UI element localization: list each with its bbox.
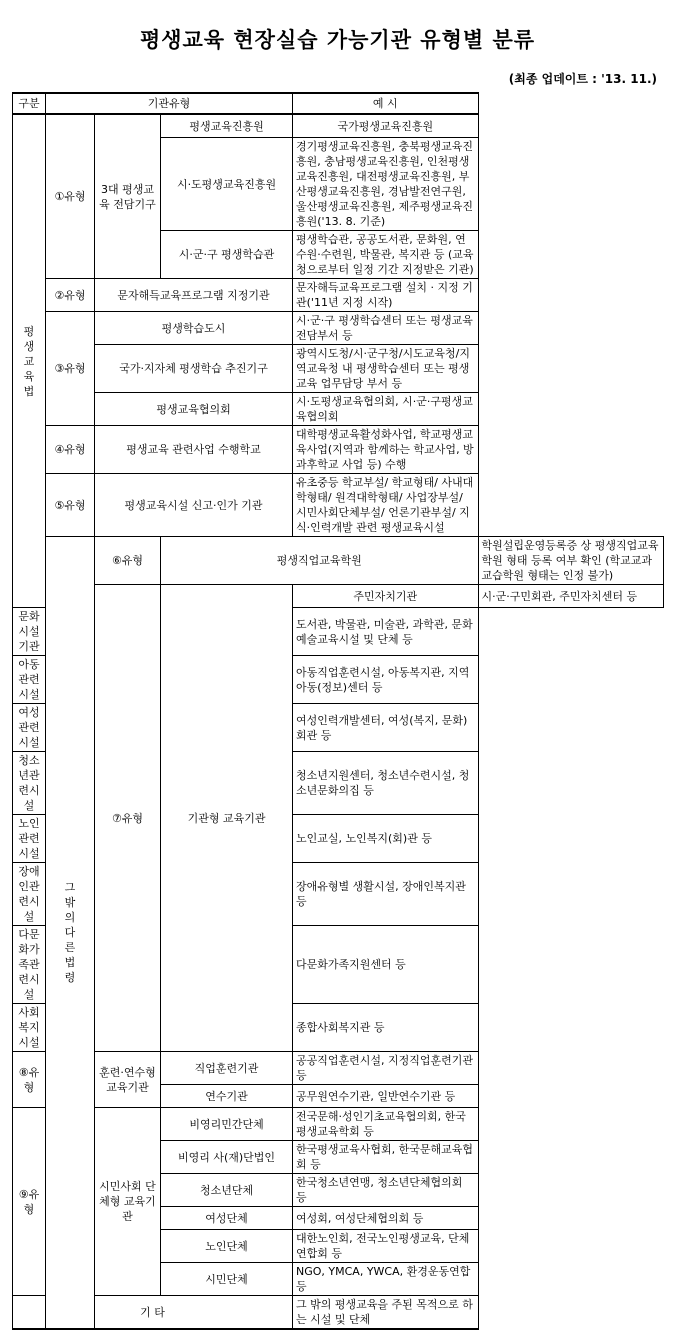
type-8-sub: 훈련·연수형 교육기관 bbox=[95, 1052, 161, 1108]
table-row-name: 장애인관련시설 bbox=[13, 863, 46, 926]
table-row-name: 평생교육협의회 bbox=[95, 393, 293, 426]
table-row-name: 노인관련시설 bbox=[13, 815, 46, 863]
type-2-label: ②유형 bbox=[46, 279, 95, 312]
table-row-name: 노인단체 bbox=[161, 1230, 293, 1263]
type-1-label: ①유형 bbox=[46, 114, 95, 279]
type-5-label: ⑤유형 bbox=[46, 474, 95, 537]
table-row-example: 공공직업훈련시설, 지정직업훈련기관 등 bbox=[293, 1052, 478, 1085]
table-row-example: NGO, YMCA, YWCA, 환경운동연합 등 bbox=[293, 1263, 478, 1296]
table-row-example: 학원설립운영등록증 상 평생직업교육학원 형태 등록 여부 확인 (학교교과교습학원 형태는 인정 불가) bbox=[478, 537, 664, 585]
header-institution-type: 기관유형 bbox=[46, 93, 293, 114]
table-row-example: 도서관, 박물관, 미술관, 과학관, 문화예술교육시설 및 단체 등 bbox=[293, 608, 478, 656]
header-category: 구분 bbox=[13, 93, 46, 114]
type-6-label: ⑥유형 bbox=[95, 537, 161, 585]
table-row-name: 평생직업교육학원 bbox=[161, 537, 479, 585]
other-label: 기 타 bbox=[13, 1296, 293, 1330]
type-9-label: ⑨유형 bbox=[13, 1108, 46, 1296]
table-row-example: 청소년지원센터, 청소년수련시설, 청소년문화의집 등 bbox=[293, 752, 478, 815]
table-row-name: 시·도평생교육진흥원 bbox=[161, 138, 293, 231]
table-row-name: 비영리민간단체 bbox=[161, 1108, 293, 1141]
table-row-example: 여성인력개발센터, 여성(복지, 문화)회관 등 bbox=[293, 704, 478, 752]
header-example: 예 시 bbox=[293, 93, 478, 114]
type-8-label: ⑧유형 bbox=[13, 1052, 46, 1108]
table-row-example: 시·군·구민회관, 주민자치센터 등 bbox=[478, 585, 664, 608]
table-row-name: 직업훈련기관 bbox=[161, 1052, 293, 1085]
table-row-name: 주민자치기관 bbox=[293, 585, 478, 608]
update-note: (최종 업데이트 : '13. 11.) bbox=[508, 72, 657, 86]
table-row-name: 연수기관 bbox=[161, 1085, 293, 1108]
group-label: 그밖의 다른 법령 bbox=[64, 881, 76, 984]
table-row-example: 평생학습관, 공공도서관, 문화원, 연수원·수련원, 박물관, 복지관 등 (교육청으로부터 일정 기간 지정받은 기관) bbox=[293, 231, 478, 279]
table-row-name: 국가·지자체 평생학습 추진기구 bbox=[95, 345, 293, 393]
table-row-name: 여성단체 bbox=[161, 1207, 293, 1230]
table-row-example: 그 밖의 평생교육을 주된 목적으로 하는 시설 및 단체 bbox=[293, 1296, 478, 1330]
table-row-name: 평생교육 관련사업 수행학교 bbox=[95, 426, 293, 474]
table-row-example: 한국청소년연맹, 청소년단체협의회 등 bbox=[293, 1174, 478, 1207]
table-row-example: 종합사회복지관 등 bbox=[293, 1004, 478, 1052]
table-row-name: 아동관련시설 bbox=[13, 656, 46, 704]
table-row-name: 다문화가족관련시설 bbox=[13, 926, 46, 1004]
table-row-example: 장애유형별 생활시설, 장애인복지관 등 bbox=[293, 863, 478, 926]
table-row-example: 경기평생교육진흥원, 충북평생교육진흥원, 충남평생교육진흥원, 인천평생교육진흥원, 대전평생교육진흥원, 부산평생교육진흥원, 경남발전연구원, 울산평생교육진흥원, 제주평생교육진흥원('13. 8. 기준) bbox=[293, 138, 478, 231]
type-4-label: ④유형 bbox=[46, 426, 95, 474]
table-row-name: 청소년단체 bbox=[161, 1174, 293, 1207]
table-row-name: 청소년관련시설 bbox=[13, 752, 46, 815]
table-row-example: 시·도평생교육협의회, 시·군·구평생교육협의회 bbox=[293, 393, 478, 426]
table-row-example: 대학평생교육활성화사업, 학교평생교육사업(지역과 함께하는 학교사업, 방과후학교 사업 등) 수행 bbox=[293, 426, 478, 474]
group-other-laws bbox=[46, 537, 95, 1330]
table-row-example: 노인교실, 노인복지(회)관 등 bbox=[293, 815, 478, 863]
table-row-example: 국가평생교육진흥원 bbox=[293, 114, 478, 138]
table-row-example: 유초중등 학교부설/ 학교형태/ 사내대학형태/ 원격대학형태/ 사업장부설/ 시민사회단체부설/ 언론기관부설/ 지식·인력개발 관련 평생교육시설 bbox=[293, 474, 478, 537]
type-1-sub: 3대 평생교육 전담기구 bbox=[95, 114, 161, 279]
table-row-example: 전국문해·성인기초교육협의회, 한국평생교육학회 등 bbox=[293, 1108, 478, 1141]
group-lifelong-education-act bbox=[13, 114, 46, 608]
type-3-label: ③유형 bbox=[46, 312, 95, 426]
type-7-label: ⑦유형 bbox=[95, 585, 161, 1052]
type-7-sub: 기관형 교육기관 bbox=[161, 585, 293, 1052]
table-row-example: 여성회, 여성단체협의회 등 bbox=[293, 1207, 478, 1230]
table-row-name: 평생교육시설 신고·인가 기관 bbox=[95, 474, 293, 537]
table-row-name: 문화시설기관 bbox=[13, 608, 46, 656]
table-row-example: 공무원연수기관, 일반연수기관 등 bbox=[293, 1085, 478, 1108]
table-row-example: 광역시도청/시·군구청/시도교육청/지역교육청 내 평생학습센터 또는 평생교육 업무담당 부서 등 bbox=[293, 345, 478, 393]
table-row-example: 대한노인회, 전국노인평생교육, 단체연합회 등 bbox=[293, 1230, 478, 1263]
table-row-example: 아동직업훈련시설, 아동복지관, 지역아동(정보)센터 등 bbox=[293, 656, 478, 704]
table-row-name: 사회복지시설 bbox=[13, 1004, 46, 1052]
table-row-example: 한국평생교육사협회, 한국문해교육협회 등 bbox=[293, 1141, 478, 1174]
classification-table bbox=[12, 92, 664, 1330]
table-row-example: 문자해득교육프로그램 설치 · 지정 기관('11년 지정 시작) bbox=[293, 279, 478, 312]
table-row-example: 시·군·구 평생학습센터 또는 평생교육 전담부서 등 bbox=[293, 312, 478, 345]
document-title: 평생교육 현장실습 가능기관 유형별 분류 bbox=[139, 28, 536, 52]
type-9-sub: 시민사회 단체형 교육기관 bbox=[95, 1108, 161, 1296]
table-row-name: 시민단체 bbox=[161, 1263, 293, 1296]
group-label: 평생교육법 bbox=[23, 324, 35, 398]
table-row-name: 비영리 사(재)단법인 bbox=[161, 1141, 293, 1174]
table-row-name: 문자해득교육프로그램 지정기관 bbox=[95, 279, 293, 312]
table-row-name: 평생교육진흥원 bbox=[161, 114, 293, 138]
table-row-name: 평생학습도시 bbox=[95, 312, 293, 345]
table-row-example: 다문화가족지원센터 등 bbox=[293, 926, 478, 1004]
table-row-name: 시·군·구 평생학습관 bbox=[161, 231, 293, 279]
table-row-name: 여성관련시설 bbox=[13, 704, 46, 752]
